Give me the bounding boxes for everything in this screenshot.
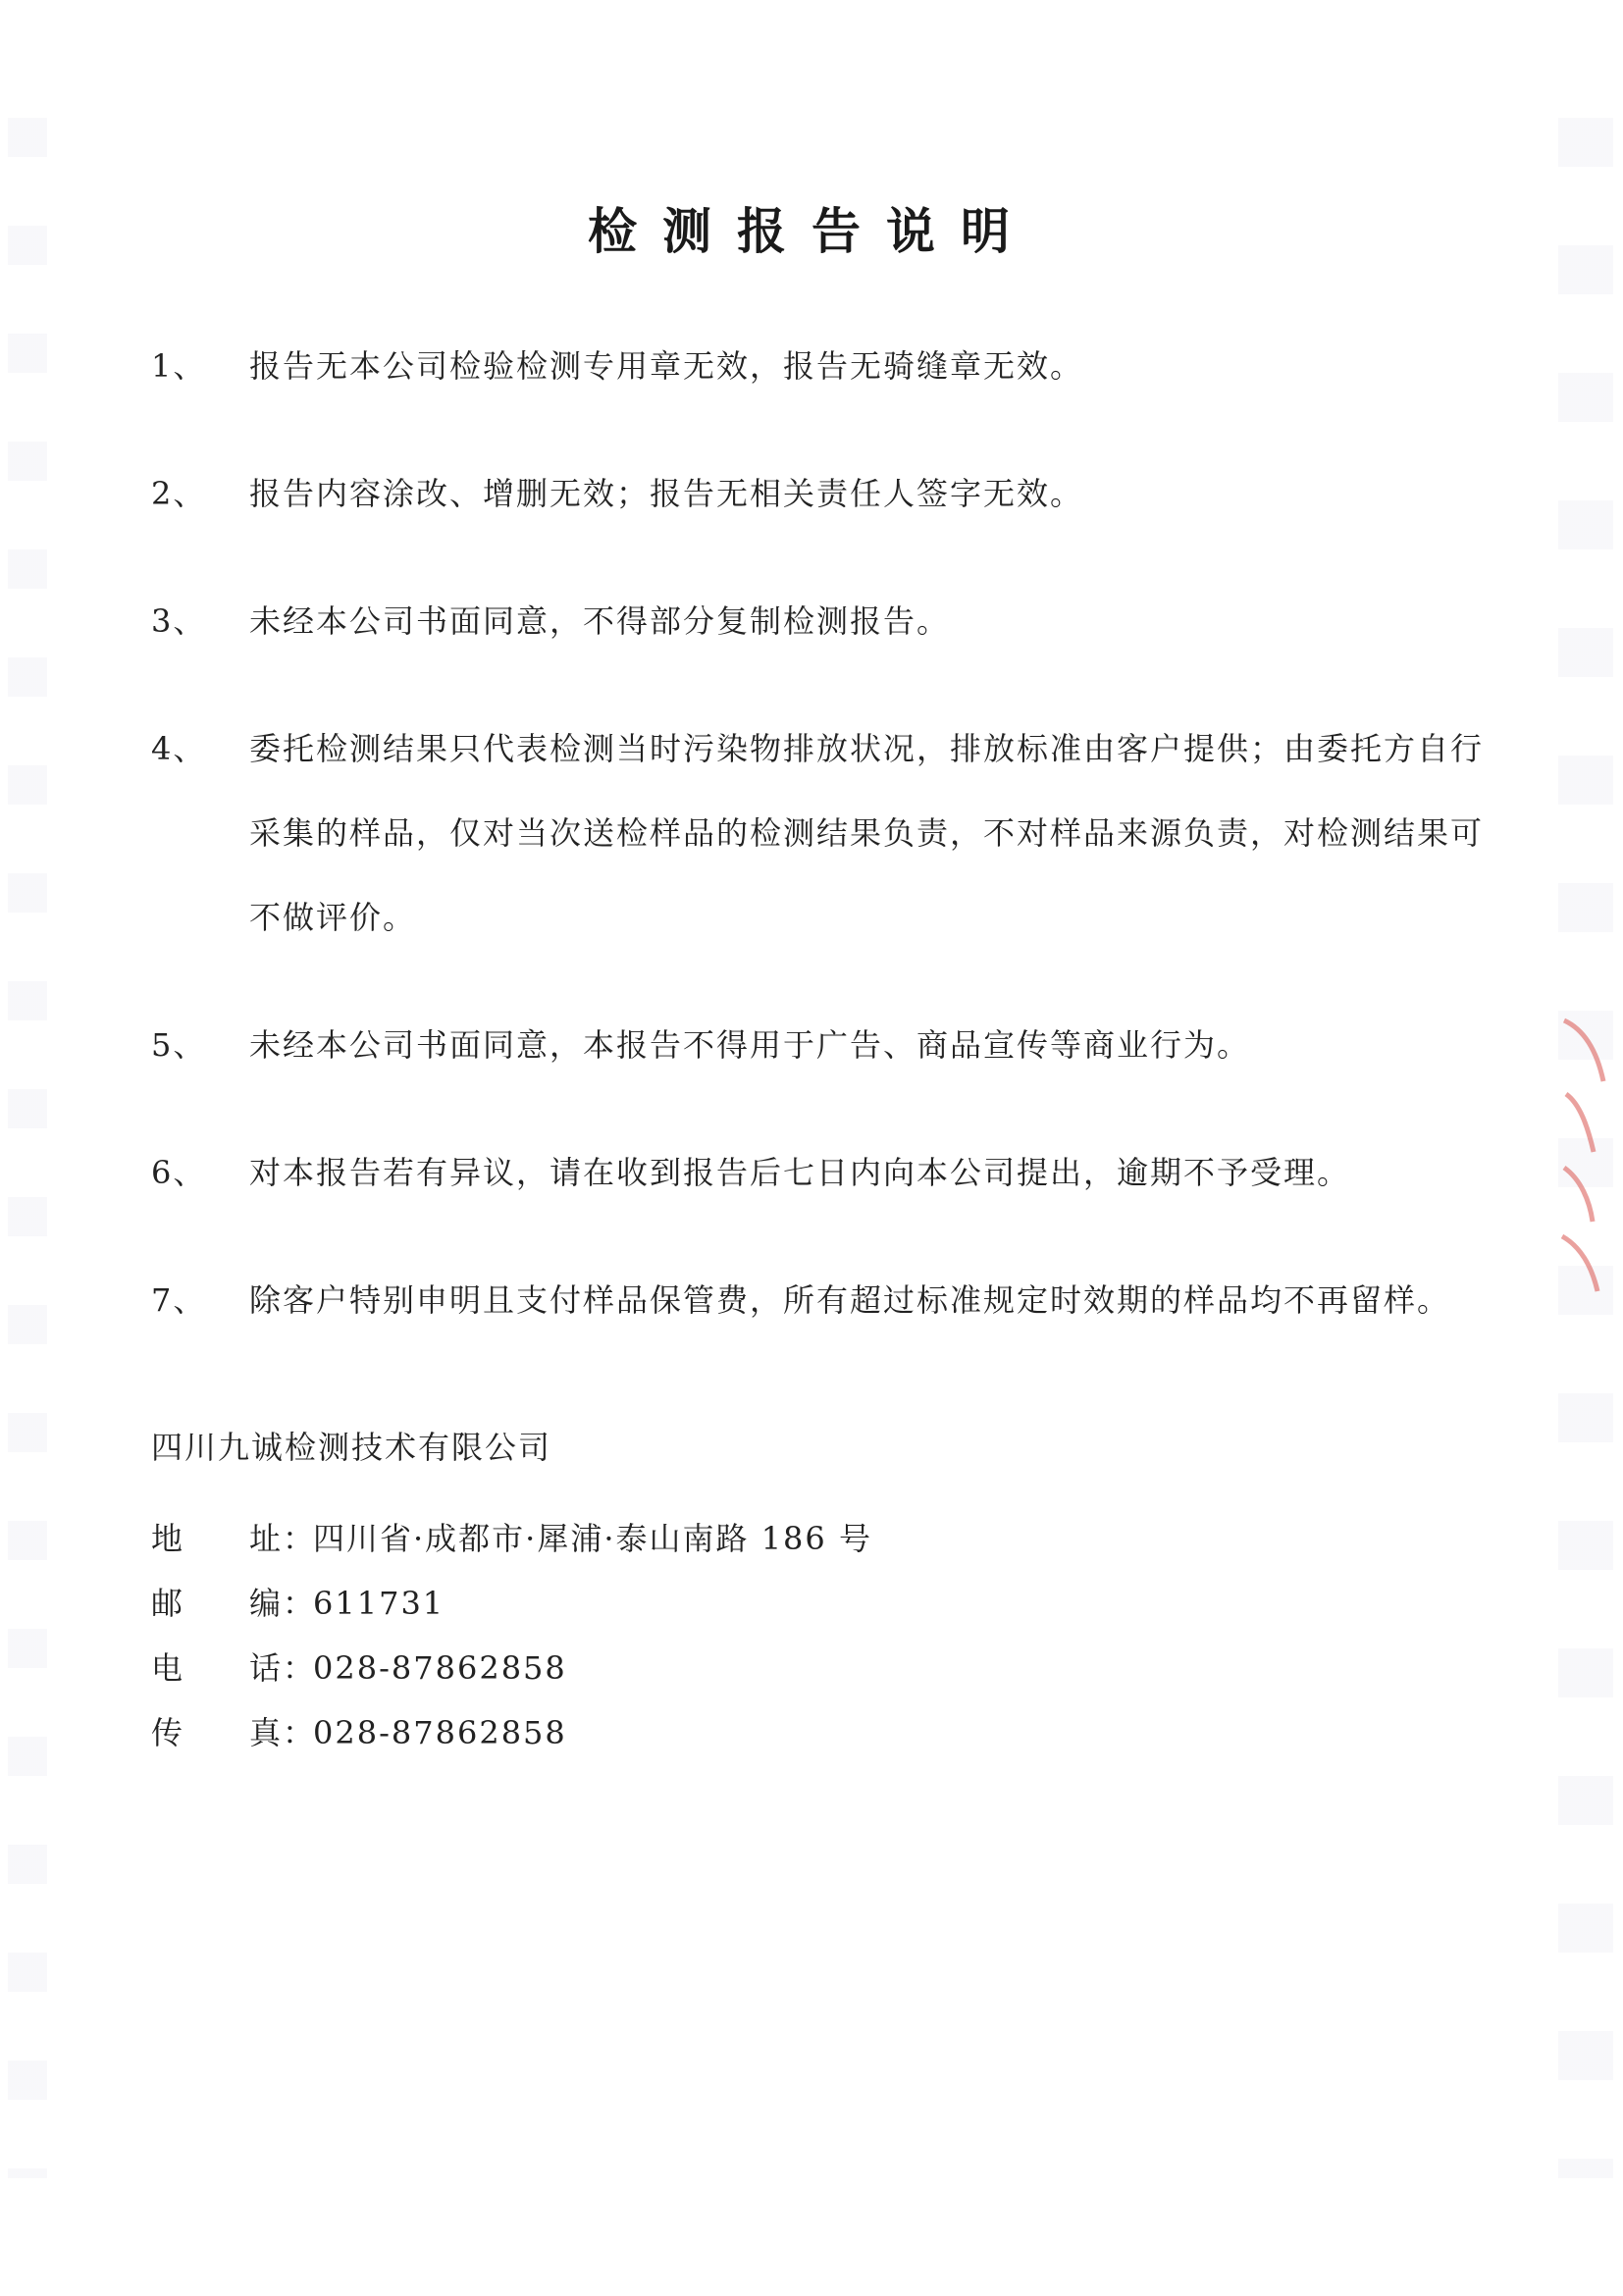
contact-row-fax [151,1700,1329,1765]
note-text: 报告内容涂改、增删无效；报告无相关责任人签字无效。 [249,475,1084,512]
note-text: 除客户特别申明且支付样品保管费，所有超过标准规定时效期的样品均不再留样。 [249,1281,1451,1319]
note-number: 7、 [151,1281,207,1319]
left-edge-marks [8,118,47,2178]
contact-label-char: 话： [249,1649,317,1687]
note-item [151,1130,1486,1215]
note-text: 报告无本公司检验检测专用章无效，报告无骑缝章无效。 [249,347,1084,385]
contact-label-char: 邮 [151,1585,185,1622]
contact-value: 028-87862858 [313,1649,567,1687]
note-number: 1、 [151,347,207,385]
note-text: 未经本公司书面同意，不得部分复制检测报告。 [249,602,951,640]
contact-label-char: 真： [249,1714,317,1751]
note-item [151,324,1486,408]
contact-value: 611731 [313,1585,445,1622]
note-number: 3、 [151,602,207,640]
note-number: 6、 [151,1154,207,1191]
contact-label-char: 传 [151,1714,185,1751]
contact-row-postcode [151,1571,1329,1636]
notes-list [151,324,1486,1385]
page-title: 检测报告说明 [588,202,1035,260]
contact-value: 028-87862858 [313,1714,567,1751]
note-text: 未经本公司书面同意，本报告不得用于广告、商品宣传等商业行为。 [249,1026,1251,1064]
note-item [151,706,1486,960]
contact-row-phone [151,1636,1329,1700]
note-number: 4、 [151,730,207,767]
note-item [151,451,1486,536]
contact-label-char: 编： [249,1585,317,1622]
note-text: 对本报告若有异议，请在收到报告后七日内向本公司提出，逾期不予受理。 [249,1154,1351,1191]
contact-row-address [151,1506,1329,1571]
note-item [151,579,1486,663]
red-seal-fragment [1546,1011,1615,1305]
note-item [151,1258,1486,1342]
note-text: 委托检测结果只代表检测当时污染物排放状况，排放标准由客户提供；由委托方自行采集的样品，仅对当次送检样品的检测结果负责，不对样品来源负责，对检测结果可不做评价。 [249,730,1485,936]
contact-label-char: 地 [151,1520,185,1557]
note-number: 2、 [151,475,207,512]
company-name: 四川九诚检测技术有限公司 [151,1429,552,1466]
note-number: 5、 [151,1026,207,1064]
contact-label-char: 址： [249,1520,317,1557]
contact-value: 四川省·成都市·犀浦·泰山南路 186 号 [313,1520,872,1557]
note-item [151,1003,1486,1087]
contact-label-char: 电 [151,1649,185,1687]
contact-info [151,1506,1329,1765]
